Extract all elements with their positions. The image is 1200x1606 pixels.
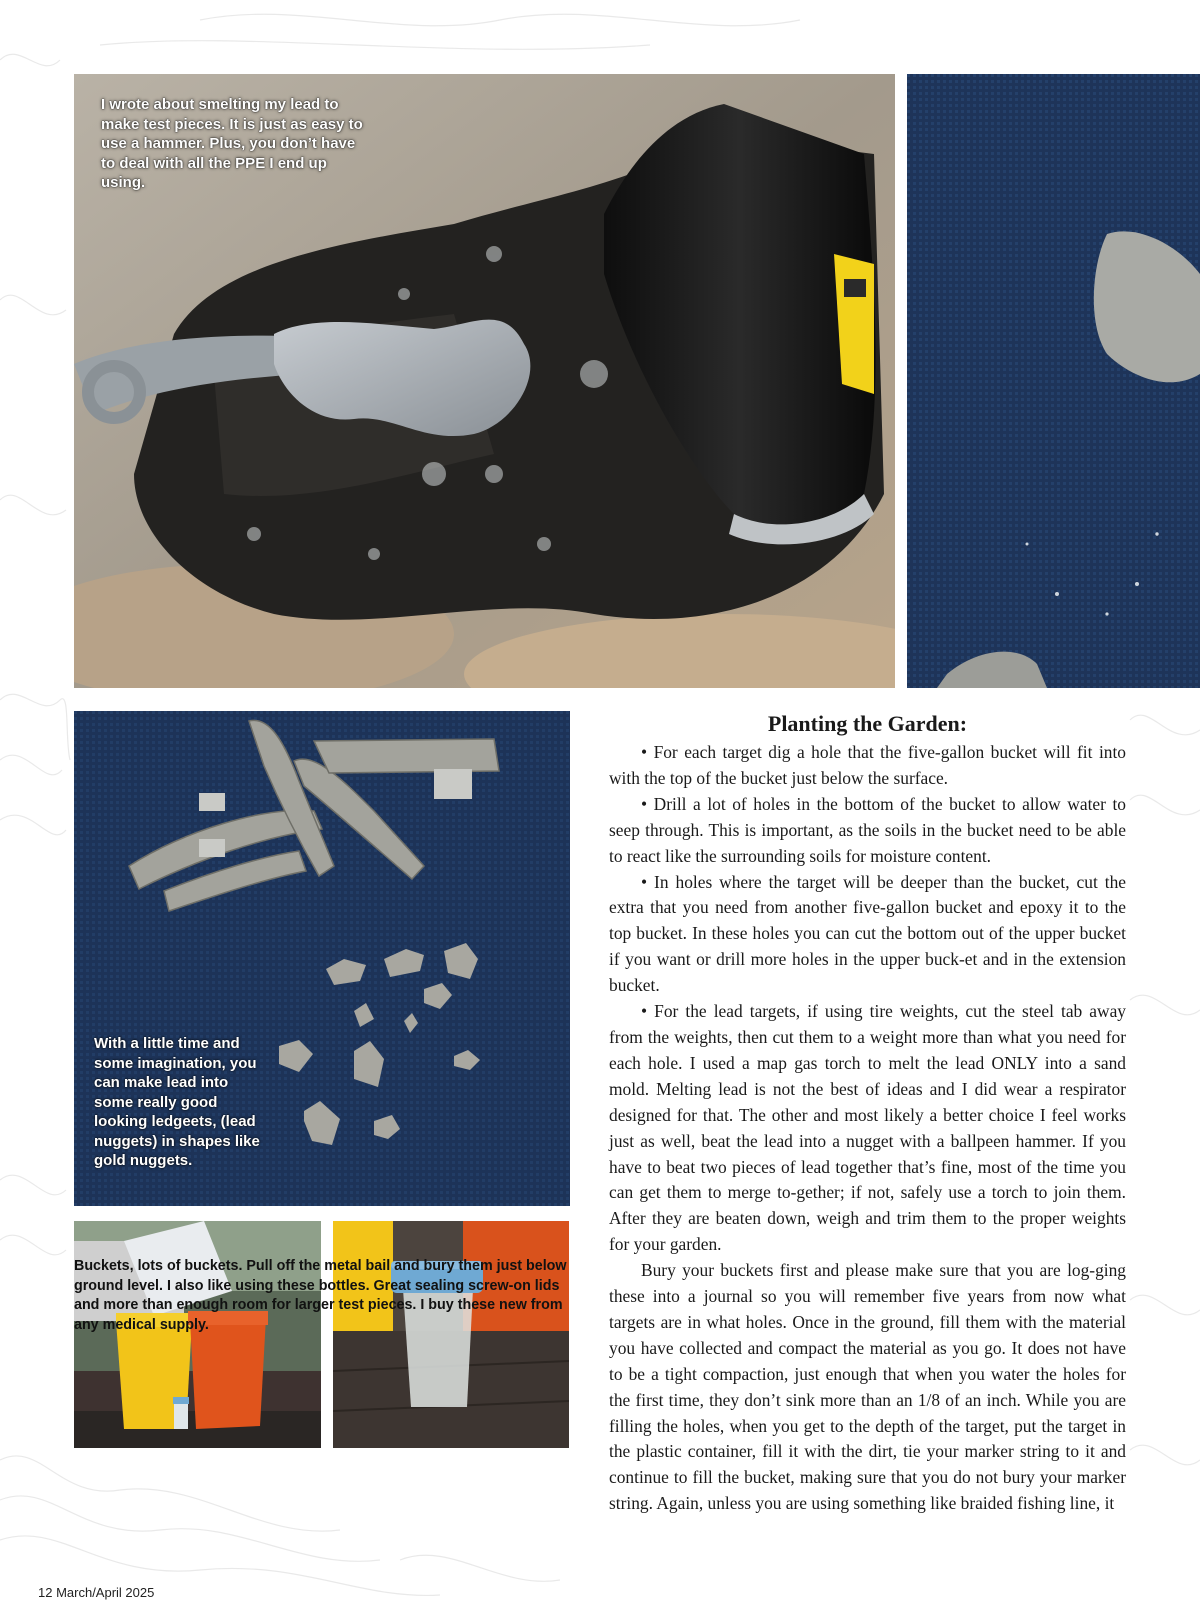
article-paragraph: Bury your buckets first and please make sure that you are log-ging these into a journal so you will remember five years from now what targets are in what holes. Once in the ground, fill them with the material you have collected and compact the material as you go. It does not have to be a tight compaction, just enough that when you water the holes for the first time, they don’t sink more than an 1/8 of an inch. While you are filling the holes, when you get to the depth of the target, put the target in the plastic container, fill it with the dirt, tie your marker string to it and continue to fill the bucket, making sure that you do not bury your marker string. Again, unless you are using something like braided fishing line, it (609, 1260, 1126, 1514)
article-paragraph: • For each target dig a hole that the five-gallon bucket will fit into with the top of the bucket just below the surface. (609, 742, 1126, 788)
article-paragraph: • For the lead targets, if using tire weights, cut the steel tab away from the weights, then cut them to a weight more than what you need for each hole. I used a map gas torch to melt the lead ONLY into a sand mold. Melting lead is not the best of ideas and I did wear a respirator designed for that. The other and most likely a better choice I feel works just as well, beat the lead into a nugget with a ballpeen hammer. If you have to beat two pieces of lead together that’s fine, most of the time you can get them to merge to-gether; if not, safely use a torch to join them. After they are beaten down, weigh and trim them to the proper weights for your garden. (609, 1001, 1126, 1255)
hammer-photo-caption: I wrote about smelting my lead to make test pieces. It is just as easy to use a hammer. Plus, you don’t have to deal with all the PPE I end up using. (101, 96, 363, 191)
nuggets-photo-caption: With a little time and some imagination, you can make lead into some really good looking ledgeets, (lead nuggets) in shapes like gold nuggets. (94, 1035, 260, 1169)
article-heading: Planting the Garden: (767, 711, 968, 736)
article-body (609, 711, 1126, 1517)
article-paragraph: • Drill a lot of holes in the bottom of the bucket to allow water to seep through. This is important, as the soils in the bucket need to be able to react like the surrounding soils for moisture content. (609, 793, 1126, 866)
article-paragraph: • In holes where the target will be deeper than the bucket, cut the extra that you need from another five-gallon bucket and epoxy it to the top bucket. In these holes you can cut the bottom out of the upper bucket if you want or drill more holes in the upper buck-et and in the extension bucket. (609, 871, 1126, 996)
buckets-photo-caption: Buckets, lots of buckets. Pull off the metal bail and bury them just below ground level. I also like using these bottles. Great sealing screw-on lids and more than enough room for larger test pieces. I buy these new from any medical supply. (74, 1258, 567, 1333)
page-footer: 12 March/April 2025 (38, 1585, 155, 1600)
lead-nugget-closeup-photo (907, 74, 1200, 688)
